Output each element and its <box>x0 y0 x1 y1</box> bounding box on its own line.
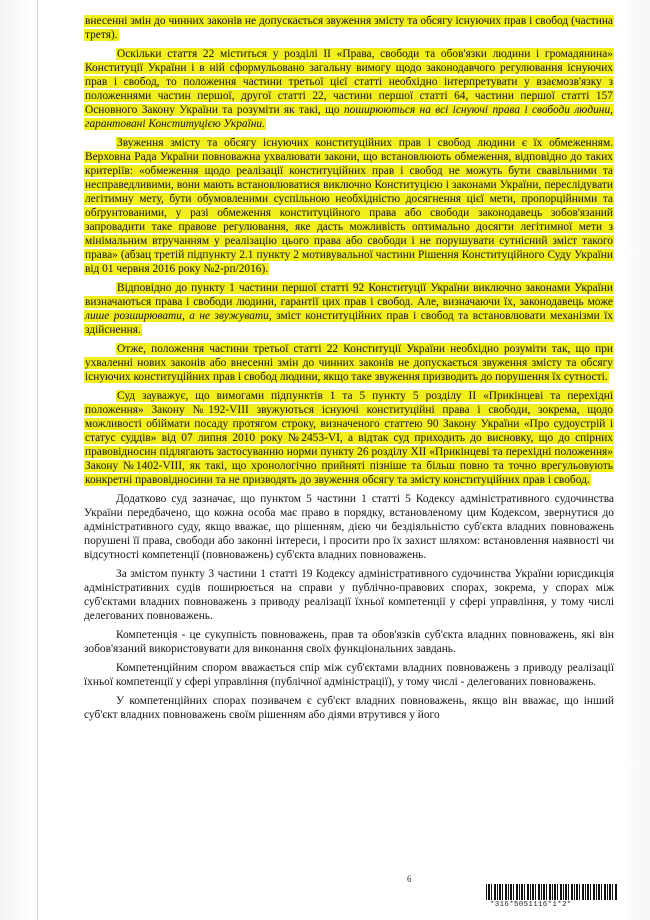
scan-edge-line <box>37 0 38 920</box>
paragraph-11: У компетенційних спорах позивачем є суб'єкт владних повноважень, якщо він вважає, що інший суб'єкт владних повноважень своїм рішенням або діями втрутився у його <box>84 695 614 721</box>
page-number: 6 <box>407 874 412 884</box>
highlighted-text: Суд зауважує, що вимогами підпунктів 1 та 5 пункту 5 розділу ІІ «Прикінцеві та перехідні положення» Закону №192-VІІІ звужуються існуючі конституційні права і свободи, зокрема, щодо можливості обіймати посаду протягом строку, визначеного статтею 90 Закону України «Про судоустрій і статус суддів» від 07 липня 2010 року №2453-VІ, а відтак суд приходить до висновку, що до спірних правовідносин підлягають застосуванню норми пункту 26 розділу ХІІ «Прикінцеві та перехідні положення» Закону №1402-VІІІ, як такі, що хронологічно прийняті пізніше та більш повно та точно врегульовують конкретні правовідносини та не призводять до звуження обсягу та змісту конституційних прав і свобод. <box>85 390 613 486</box>
barcode-text: *316*5051116*1*2* <box>490 901 572 909</box>
italic-text-run: поширюються на всі існуючі права і свободи людини, гарантовані Конституцією України. <box>85 104 613 130</box>
text-run: Відповідно до пункту 1 частини першої статті 92 Конституції України виключно законами України визначаються права і свободи людини, гарантії цих прав і свобод. Але, визначаючи їх, законодавець може <box>85 282 613 308</box>
paragraph-9: Компетенція - це сукупність повноважень, прав та обов'язків суб'єкта владних повноважень, які він зобов'язаний використовувати для виконання своїх функціональних завдань. <box>84 629 614 655</box>
highlighted-text: внесенні змін до чинних законів не допускається звуження змісту та обсягу існуючих прав і свобод (частина третя). <box>85 15 613 41</box>
paragraph-10: Компетенційним спором вважається спір між суб'єктами владних повноважень з приводу реалізації їхньої компетенції у сфері управління (публічної адміністрації), у тому числі - делегованих повноважень. <box>84 662 614 688</box>
paragraph-6 <box>84 389 614 487</box>
barcode-icon <box>486 884 618 900</box>
paragraph-7: Додатково суд зазначає, що пунктом 5 частини 1 статті 5 Кодексу адміністративного судочинства України передбачено, що кожна особа має право в порядку, встановленому цим Кодексом, звернутися до адміністративного суду, якщо вважає, що рішенням, дією чи бездіяльністю суб'єкта владних повноважень порушені її права, свободи або законні інтереси, і просити про їх захист шляхом: встановлення наявності чи відсутності компетенції (повноважень) суб'єкта владних повноважень. <box>84 493 614 561</box>
highlighted-text: Звуження змісту та обсягу існуючих конституційних прав і свобод людини є їх обмеженням. Верховна Рада України повноважна ухвалювати закони, що встановлюють обмеження, відповідно до таких критеріїв: «обмеження щодо реалізації конституційних прав і свобод не можуть бути свавільними та несправедливими, вони мають встановлюватися виключно Конституцією і законами України, переслідувати легітимну мету, бути обумовленими суспільною необхідністю досягнення цієї мети, пропорційними та обґрунтованими, у разі обмеження конституційного права або свободи законодавець зобов'язаний запровадити таке правове регулювання, яке дасть можливість оптимально досягти легітимної мети з мінімальним втручанням у реалізацію цього права або свободи і не порушувати сутнісний зміст такого права» (абзац третій підпункту 2.1 пункту 2 мотивувальної частини Рішення Конституційного Суду України від 01 червня 2016 року №2-рп/2016). <box>85 137 613 275</box>
paragraph-2 <box>84 47 614 131</box>
paragraph-8: За змістом пункту 3 частини 1 статті 19 Кодексу адміністративного судочинства України юрисдикція адміністративних судів поширюється на справи у публічно-правових спорах, зокрема, у спорах між суб'єктами владних повноважень з приводу реалізації їхньої компетенції у сфері управління, у тому числі делегованих повноважень. <box>84 568 614 622</box>
italic-text-run: лише розширювати, а не звужувати <box>85 310 269 322</box>
paragraph-4 <box>84 281 614 337</box>
paragraph-5 <box>84 342 614 384</box>
highlighted-text: Отже, положення частини третьої статті 22 Конституції України необхідно розуміти так, що при ухваленні нових законів або внесенні змін до чинних законів не допускається звуження змісту та обсягу існуючих конституційних прав і свобод людини, якщо таке звуження призводить до порушення їх сутності. <box>85 343 613 383</box>
text-run: Оскільки стаття 22 міститься у розділі ІІ «Права, свободи та обов'язки людини і громадянина» Конституції України і в ній сформульовано загальну вимогу щодо законодавчого регулювання існуючих прав і свобод, то положення частини третьої цієї статті необхідно інтерпретувати у взаємозв'язку з положеннями частин першої, другої статті 22, частини першої статті 64, частини першої статті 157 Основного Закону України та розуміти як такі, що <box>85 48 613 116</box>
text-run: , зміст конституційних прав і свобод та встановлювати механізми їх здійснення. <box>85 310 613 336</box>
highlighted-text <box>84 48 614 130</box>
paragraph-3 <box>84 136 614 276</box>
document-body <box>84 14 614 727</box>
highlighted-text <box>84 282 614 336</box>
paragraph-1 <box>84 14 614 42</box>
